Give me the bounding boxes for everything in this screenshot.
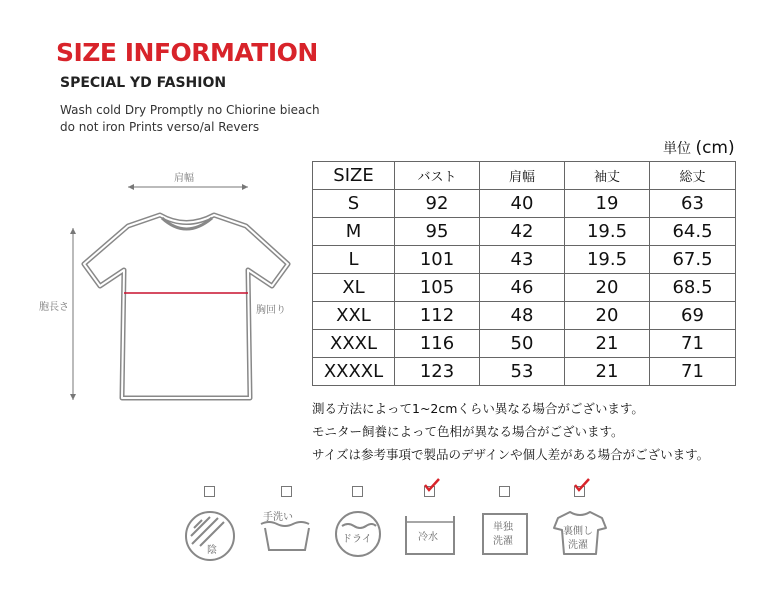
table-cell: 112 xyxy=(395,302,480,330)
unit-label: 単位 (cm) xyxy=(663,138,735,158)
table-cell: 19 xyxy=(565,190,650,218)
table-cell: 64.5 xyxy=(650,218,736,246)
care-label-1: 裏側し xyxy=(563,526,593,537)
table-cell: 50 xyxy=(480,330,565,358)
care-line-1: Wash cold Dry Promptly no Chiorine bieach xyxy=(60,103,320,117)
care-item-shade xyxy=(180,480,240,590)
table-cell: 21 xyxy=(565,358,650,386)
table-row xyxy=(313,218,736,246)
table-cell: 116 xyxy=(395,330,480,358)
brand-subtitle: SPECIAL YD FASHION xyxy=(60,75,227,91)
size-table xyxy=(312,161,736,386)
check-icon xyxy=(574,478,590,492)
table-cell: 105 xyxy=(395,274,480,302)
care-label: 手洗い xyxy=(263,512,293,523)
size-cell: XL xyxy=(313,274,395,302)
table-cell: 42 xyxy=(480,218,565,246)
size-cell: M xyxy=(313,218,395,246)
check-icon xyxy=(424,478,440,492)
shoulder-label: 肩幅 xyxy=(174,173,194,184)
care-item-coldwater xyxy=(400,480,460,590)
size-cell: S xyxy=(313,190,395,218)
care-checkbox[interactable] xyxy=(499,486,510,497)
separate-wash-icon xyxy=(475,506,535,566)
care-line-2: do not iron Prints verso/al Revers xyxy=(60,120,260,134)
table-row xyxy=(313,190,736,218)
size-cell: XXL xyxy=(313,302,395,330)
table-cell: 71 xyxy=(650,358,736,386)
table-cell: 101 xyxy=(395,246,480,274)
care-item-separate xyxy=(475,480,535,590)
care-checkbox[interactable] xyxy=(281,486,292,497)
size-cell: XXXXL xyxy=(313,358,395,386)
table-header-row xyxy=(313,162,736,190)
care-label: ドライ xyxy=(342,534,372,545)
care-checkbox[interactable] xyxy=(204,486,215,497)
table-cell: 92 xyxy=(395,190,480,218)
care-label-1: 単独 xyxy=(493,522,513,533)
table-row xyxy=(313,358,736,386)
table-cell: 20 xyxy=(565,274,650,302)
care-icons-row xyxy=(0,480,780,600)
note-line: 測る方法によって1~2cmくらい異なる場合がございます。 xyxy=(312,401,644,416)
inside-out-wash-icon xyxy=(550,506,610,566)
table-cell: 19.5 xyxy=(565,218,650,246)
table-cell: 95 xyxy=(395,218,480,246)
length-label: 胞長さ xyxy=(39,302,69,313)
size-cell: L xyxy=(313,246,395,274)
care-item-handwash xyxy=(257,480,317,590)
table-cell: 71 xyxy=(650,330,736,358)
table-cell: 68.5 xyxy=(650,274,736,302)
header-bust: バスト xyxy=(395,162,480,190)
table-cell: 19.5 xyxy=(565,246,650,274)
care-item-dryclean xyxy=(328,480,388,590)
page-title: SIZE INFORMATION xyxy=(56,38,318,67)
table-cell: 43 xyxy=(480,246,565,274)
header-sleeve: 袖丈 xyxy=(565,162,650,190)
care-checkbox[interactable] xyxy=(352,486,363,497)
table-cell: 20 xyxy=(565,302,650,330)
header-shoulder: 肩幅 xyxy=(480,162,565,190)
tshirt-diagram xyxy=(20,160,310,410)
table-cell: 46 xyxy=(480,274,565,302)
table-row xyxy=(313,302,736,330)
table-cell: 48 xyxy=(480,302,565,330)
chest-label: 胸回り xyxy=(256,305,286,316)
table-cell: 67.5 xyxy=(650,246,736,274)
note-line: モニター飼養によって色相が異なる場合がございます。 xyxy=(312,424,624,439)
shade-dry-icon xyxy=(180,506,240,566)
table-cell: 123 xyxy=(395,358,480,386)
table-row xyxy=(313,330,736,358)
size-cell: XXXL xyxy=(313,330,395,358)
table-cell: 21 xyxy=(565,330,650,358)
care-label-2: 洗濯 xyxy=(568,540,588,551)
table-cell: 69 xyxy=(650,302,736,330)
notes xyxy=(312,397,709,466)
dry-clean-icon xyxy=(328,506,388,566)
care-label-2: 洗濯 xyxy=(493,536,513,547)
care-label: 冷水 xyxy=(418,532,438,543)
care-label: 陰 xyxy=(207,545,217,556)
header-length: 総丈 xyxy=(650,162,736,190)
unit-value: (cm) xyxy=(695,138,735,158)
table-cell: 40 xyxy=(480,190,565,218)
care-instructions xyxy=(60,102,320,136)
table-row xyxy=(313,274,736,302)
note-line: サイズは参考事項で製品のデザインや個人差がある場合がございます。 xyxy=(312,447,710,462)
cold-water-icon xyxy=(400,506,460,566)
table-cell: 63 xyxy=(650,190,736,218)
table-cell: 53 xyxy=(480,358,565,386)
header-size: SIZE xyxy=(313,162,395,190)
care-item-insideout xyxy=(550,480,610,590)
table-row xyxy=(313,246,736,274)
hand-wash-icon xyxy=(257,506,317,566)
